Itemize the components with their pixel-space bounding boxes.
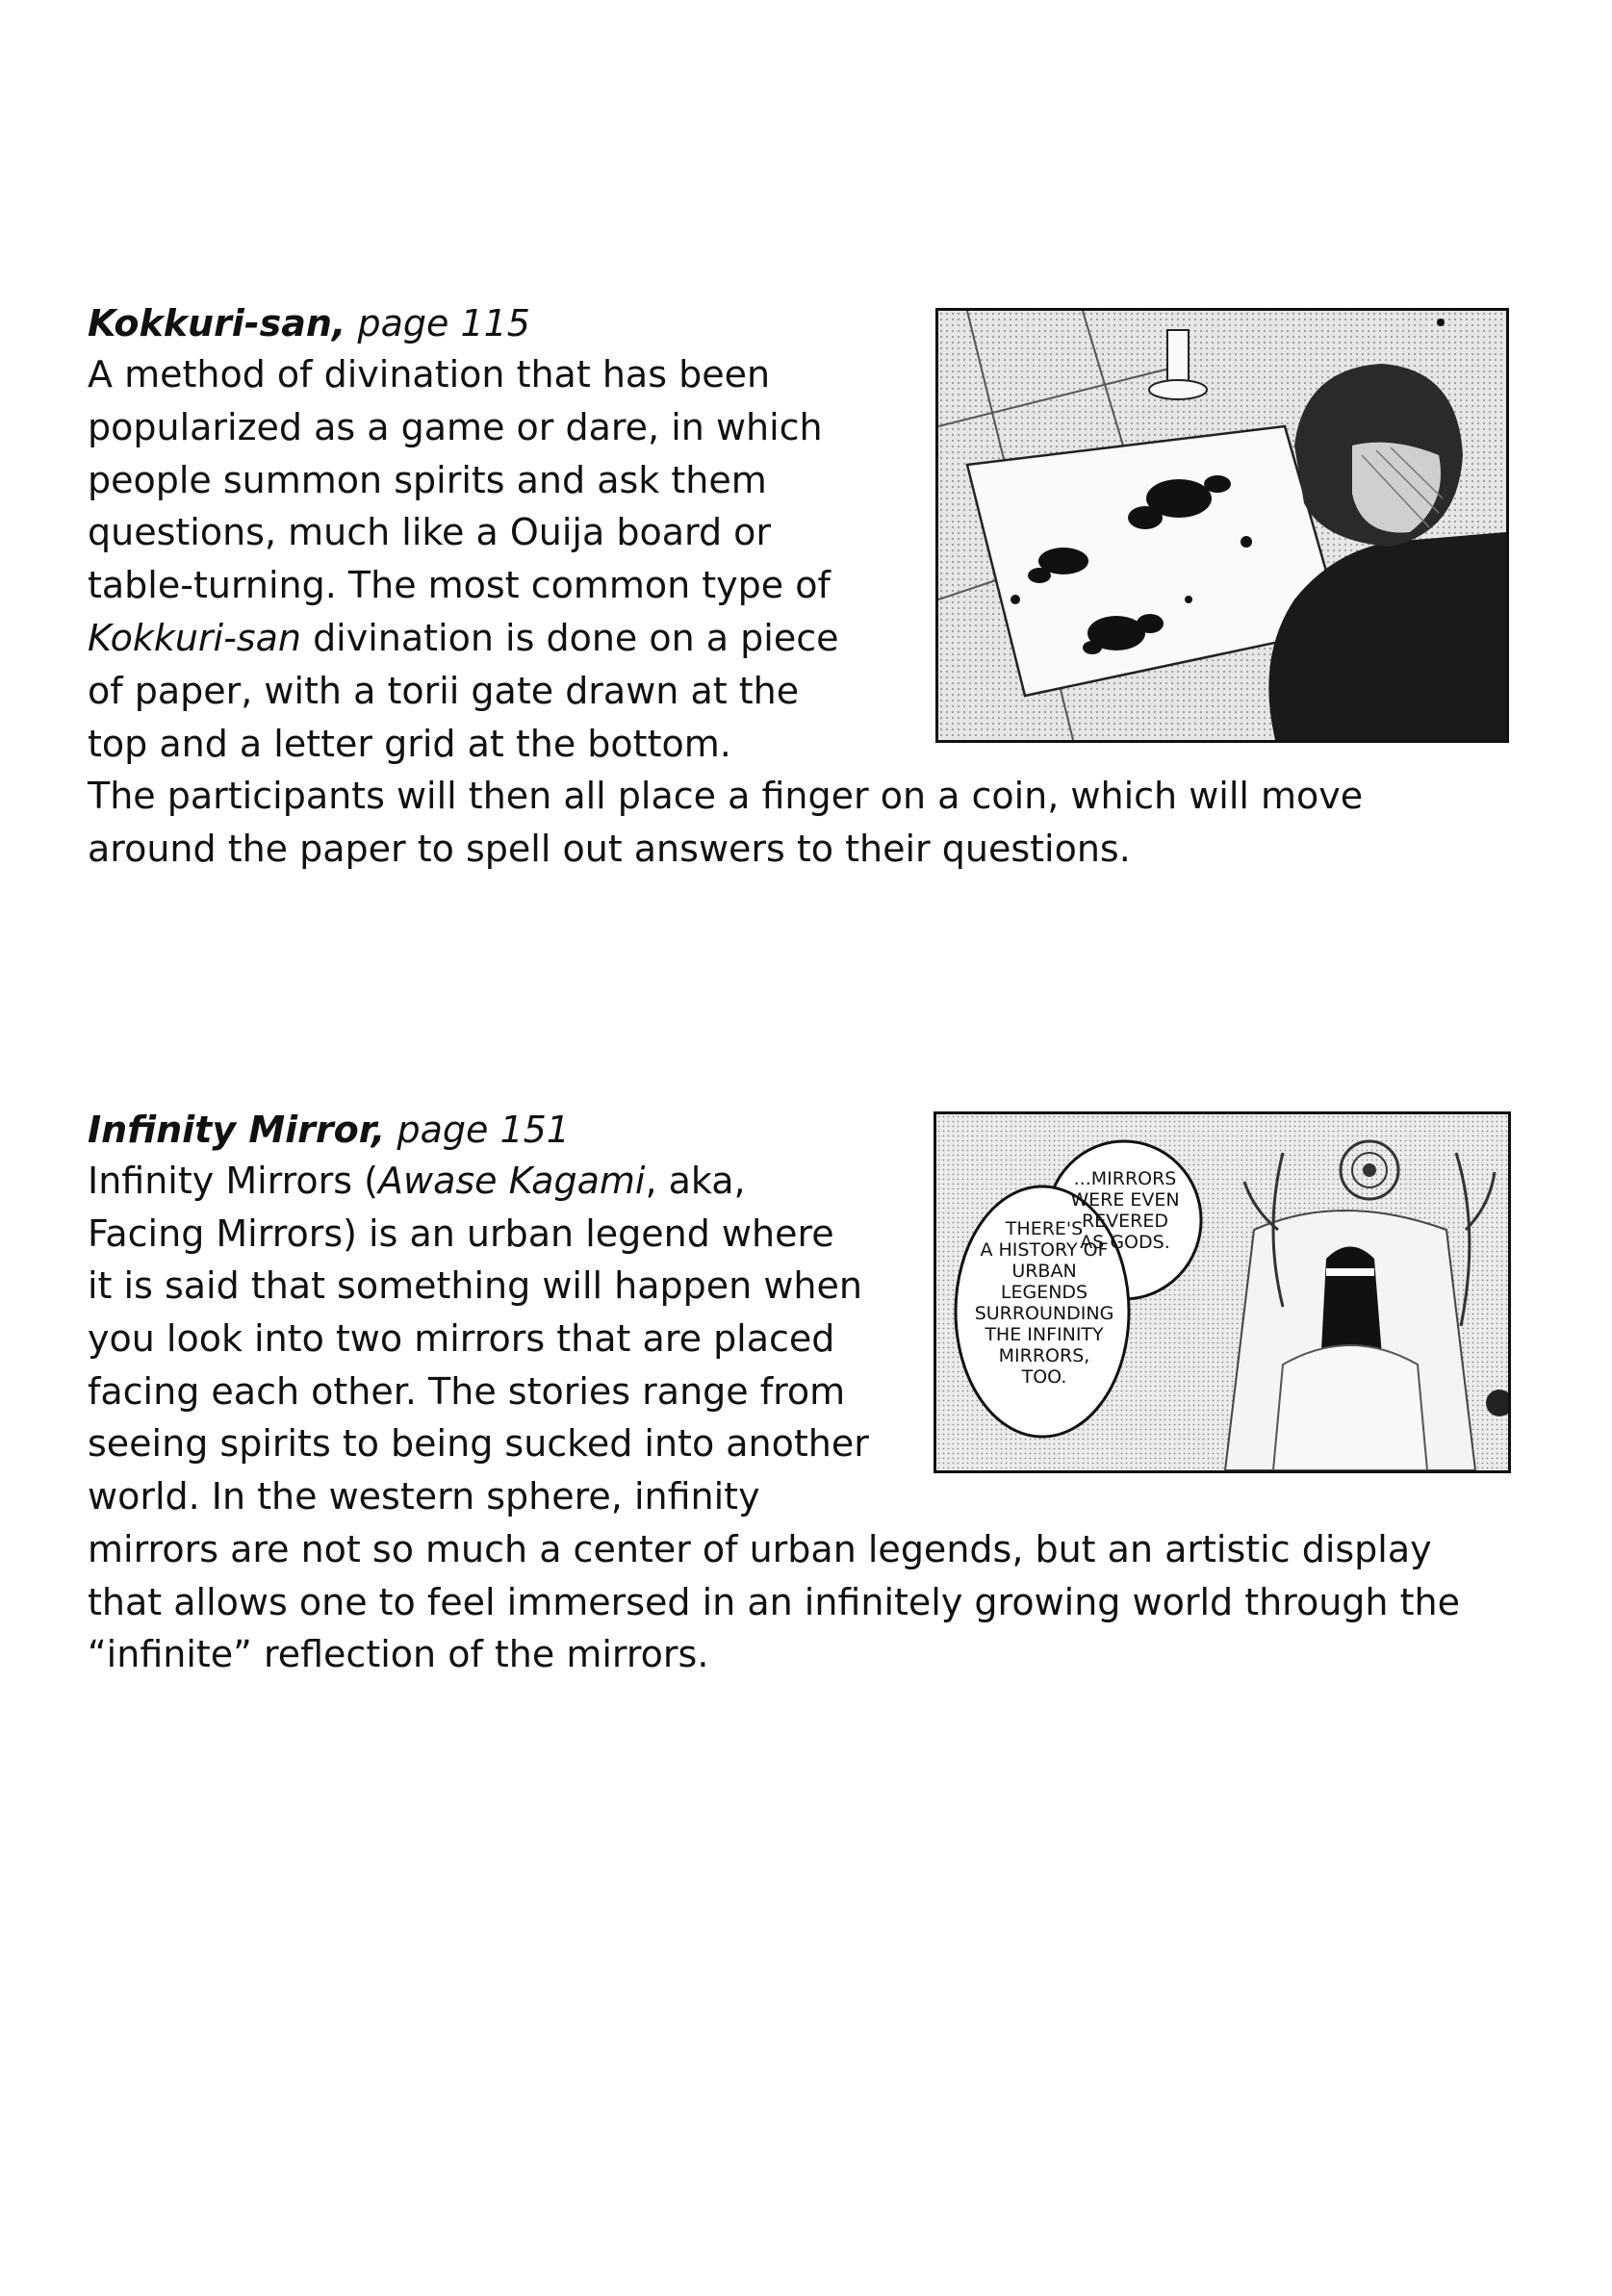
bubble-line: AS GODS. bbox=[1080, 1232, 1170, 1253]
note-term: Kokkuri-san, bbox=[88, 302, 346, 344]
line-text: around the paper to spell out answers to their questions. bbox=[88, 828, 1131, 871]
line-text: questions, much like a Ouija board or bbox=[88, 511, 772, 554]
line-text: Infinity Mirrors ( bbox=[88, 1160, 378, 1202]
manga-panel-infinity-mirror bbox=[934, 1111, 1511, 1473]
line-text: top and a letter grid at the bottom. bbox=[88, 722, 731, 765]
line-text: world. In the western sphere, infinity bbox=[88, 1475, 760, 1518]
note-page-ref: page 115 bbox=[357, 302, 530, 344]
manga-panel-kokkuri-san bbox=[935, 308, 1509, 743]
line-text: popularized as a game or dare, in which bbox=[88, 405, 823, 448]
speech-bubble-left bbox=[969, 1218, 1119, 1388]
line-text: of paper, with a torii gate drawn at the bbox=[88, 669, 800, 712]
note-line bbox=[88, 1628, 1493, 1681]
line-text: Facing Mirrors) is an urban legend where bbox=[88, 1212, 834, 1255]
bubble-line: URBAN LEGENDS bbox=[1000, 1261, 1088, 1303]
bubble-line: WERE EVEN bbox=[1070, 1189, 1180, 1211]
line-text: A method of divination that has been bbox=[88, 353, 771, 395]
line-text: people summon spirits and ask them bbox=[88, 458, 767, 501]
bubble-line: REVERED bbox=[1081, 1211, 1169, 1232]
line-text: that allows one to feel immersed in an infinitely growing world through the bbox=[88, 1580, 1460, 1623]
line-text: you look into two mirrors that are placed bbox=[88, 1317, 835, 1361]
note-term: Infinity Mirror, bbox=[88, 1109, 386, 1151]
note-line bbox=[88, 1470, 1493, 1523]
note-line bbox=[88, 770, 1493, 823]
note-page-ref: page 151 bbox=[397, 1109, 570, 1151]
note-line bbox=[88, 823, 1493, 876]
bubble-line: MIRRORS, bbox=[998, 1345, 1090, 1366]
italic-term: Awase Kagami bbox=[378, 1160, 646, 1202]
line-text: divination is done on a piece bbox=[300, 616, 839, 659]
bubble-line: THE INFINITY bbox=[985, 1324, 1104, 1345]
line-text: facing each other. The stories range from bbox=[88, 1369, 846, 1413]
line-text: it is said that something will happen when bbox=[88, 1264, 862, 1308]
bubble-line: ...MIRRORS bbox=[1073, 1168, 1177, 1189]
bubble-line: TOO. bbox=[1021, 1366, 1067, 1388]
line-text: table-turning. The most common type of bbox=[88, 564, 831, 607]
bubble-line: SURROUNDING bbox=[974, 1303, 1114, 1324]
bubble-line: THERE'S bbox=[1005, 1218, 1084, 1239]
italic-term: Kokkuri-san bbox=[88, 616, 301, 659]
note-line bbox=[88, 1523, 1493, 1576]
note-line bbox=[88, 1576, 1493, 1629]
line-text: , aka, bbox=[645, 1160, 746, 1202]
line-text: seeing spirits to being sucked into another bbox=[88, 1422, 869, 1466]
line-text: “infinite” reflection of the mirrors. bbox=[88, 1633, 709, 1676]
line-text: mirrors are not so much a center of urban legends, but an artistic display bbox=[88, 1527, 1432, 1570]
line-text: The participants will then all place a finger on a coin, which will move bbox=[88, 775, 1364, 818]
bubble-line: A HISTORY OF bbox=[980, 1239, 1109, 1261]
